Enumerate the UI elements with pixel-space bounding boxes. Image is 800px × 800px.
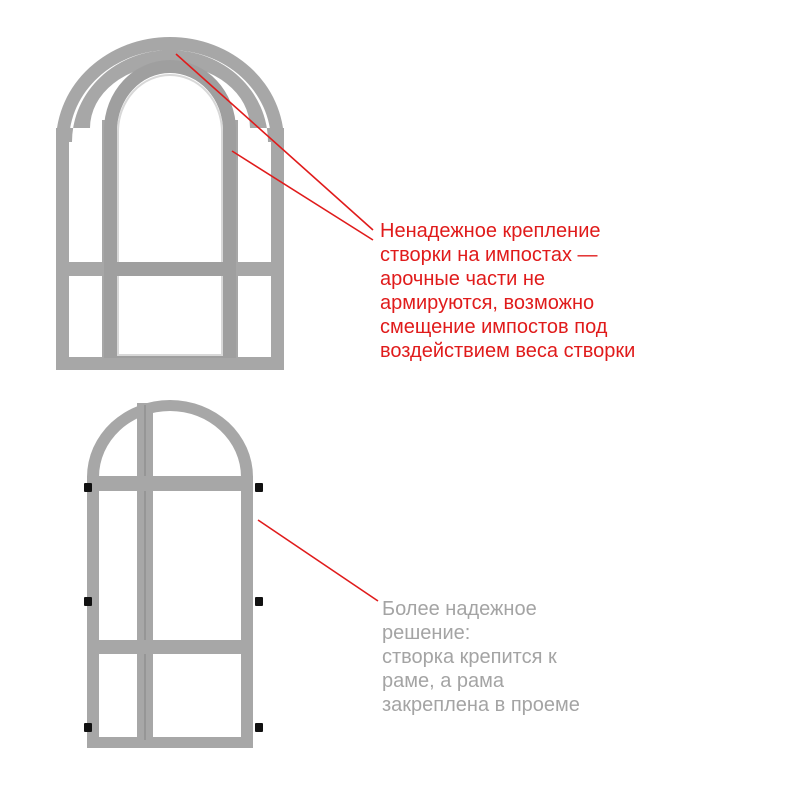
note-line: воздействием веса створки — [380, 340, 636, 362]
hinge — [84, 597, 92, 606]
note-line: створки на импостах — — [380, 244, 598, 266]
bottom-arch-base-bar — [87, 476, 253, 491]
note-line: раме, а рама — [382, 670, 505, 692]
unreliable-mounting-note — [380, 219, 635, 363]
note-line: створка крепится к — [382, 646, 557, 668]
hinge — [84, 483, 92, 492]
hinges — [84, 483, 263, 732]
bottom-transom — [87, 640, 253, 654]
sash-highlight — [118, 75, 222, 355]
bottom-outer-frame — [87, 400, 253, 748]
note-line: решение: — [382, 622, 471, 644]
reliable-solution-note — [382, 597, 580, 717]
leader-line-frame — [258, 520, 378, 601]
arched-window-sash-on-frame — [84, 400, 263, 748]
note-line: Ненадежное крепление — [380, 220, 601, 242]
note-line: смещение импостов под — [380, 316, 608, 338]
arched-window-sash-on-mullions — [56, 37, 284, 370]
note-line: Более надежное — [382, 598, 537, 620]
sash-transom — [104, 262, 236, 276]
hinge — [255, 723, 263, 732]
outer-frame — [56, 37, 284, 370]
hinge — [84, 723, 92, 732]
leader-line-right-mullion — [232, 151, 373, 240]
note-line: арочные части не — [380, 268, 546, 290]
note-line: армируются, возможно — [380, 292, 595, 314]
hinge — [255, 597, 263, 606]
note-line: закреплена в проеме — [382, 694, 580, 716]
hinge — [255, 483, 263, 492]
